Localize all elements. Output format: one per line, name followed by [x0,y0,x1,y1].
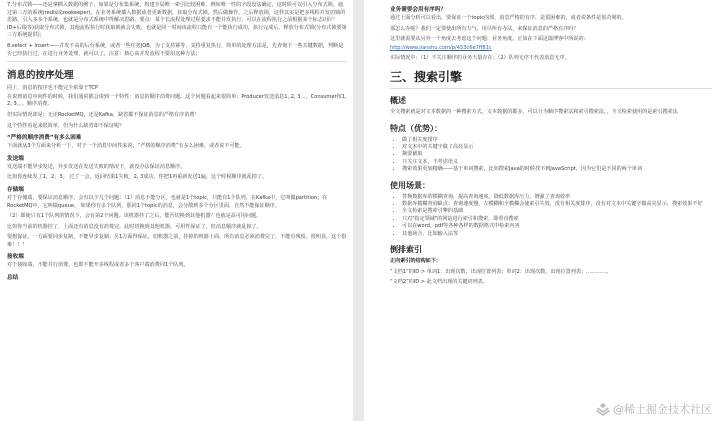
paragraph-doc2: “文档2”的ID > 此文档出现的关键词列表。 [390,279,488,286]
list-item: • 搜索效果更加精确——基于单词搜索，比如搜索Java的时候找不到JavaScript，因为它们是不同的两个单词 [402,166,712,173]
paragraph-tcp-note: 同上，消息的按序也不能完全依靠于TCP [7,85,98,92]
list-item: • 做了相关度排序 [402,137,712,144]
left-document-page [0,0,353,421]
paragraph-doc1: “文档1”的ID > 单词1：出现次数，出现位置列表；单词2：出现次数，出现位置列表；…………。 [390,268,612,275]
list-item: • 替换数据库的模糊查询，提高查询速度，降低数据库压力，增强了查询效率 [402,194,712,201]
list-item: • 摘要截取 [402,151,712,158]
right-document-page [364,0,720,421]
list-item: • 其他场合，比如输入法等 [402,231,712,238]
paragraph-partition: 对于存储端，要保证消息顺序，会有以下几个问题：（1）消息不能分区。也就是1个topic，只能有1个队列。在Kafka中，它叫做partition；在RocketMQ中，它叫做queue。 如果你有多个队列，那同1个topic的消息，会分散到多个分区里面，自然不能保证顺序。 [7,194,328,209]
paragraph-no-parallel: 对于接收端，不能并行消费，也即不能开多线程或者多个客户端消费同1个队列。 [7,262,189,269]
paragraph-analysis: 通过上面分析可以看出，要保证一个topic内部，消息严格的有序，是很困难的，或者说条件是很苛刻的。 [390,15,627,21]
paragraph-no-guarantee: 但实际情况却是：无论RocketMQ，还是Kafka，缺省都不保证消息的严格有序消费！ [7,111,200,118]
watermark [596,401,713,417]
features-list [390,137,712,174]
blog-link[interactable]: http://www.jianshu.com/p/453c6e7ff81c [390,44,492,51]
paragraph-resend-example: 比如你连续发了1，2，3。 过了一会，返回结果1失败，2, 3成功。你把1再重新发送1遍，这个时候顺序就乱掉了。 [7,174,268,181]
list-item: • 全文检索是搜索引擎的基础 [402,208,712,215]
heading-message-order: 消息的按序处理 [7,70,74,82]
paragraph-distributed-lock: 7.分布式锁——还是拿插入数据的例子，如果是分布集系统，构建全局唯一索引比较困难，例如唯一性的字段没法确定，这时候可以引入分布式锁，通过第三方的系统(redis或zookeeper)，在业务系统插入数据或者更新数据，获取分布式锁，然后做操作，之后释放锁，这样其实是把多线程并发的锁的思路，引入多多个系统，也就是分布式系统中得解决思路。要点：某个长流程处理过程要求不能并发执行，可以在流程执行之前根据某个标志(用户ID+后缀等)获取分布式锁，其他流程执行时获取锁就会失败，也就是同一时间该流程只能有一个能执行成功，执行完成后，释放分布式锁(分布式锁要第三方系统提供)； [7,2,347,39]
heading-sender: 发送端 [7,155,24,162]
question-business-order: 业务需要会用有序吗？ [390,7,446,13]
heading-receiver: 接收端 [7,254,24,261]
watermark-text: @稀土掘金技术社区 [613,403,712,416]
heading-features: 特点（优势）： [390,123,442,133]
paragraph-failover: （2）即使只有1个队列的情况下，会有第2个问题。该机器挂了之后，能否切换到其他机器？也就是高可用问题。 [7,213,262,220]
list-item: • 只对"指定领域"的网站进行索引和搜索，即垂直搜索 [402,216,712,223]
heading-search-engine: 三、搜索引擎 [390,68,712,89]
heading-summary: 总结 [7,275,19,282]
blog-link-line [390,45,712,53]
list-item: • 数据库模糊查询缺点：查询速度慢，左模糊和全模糊会使索引失效，没有相关度排序，没有对文本中关键字做高亮显示，搜索效果不好 [402,201,712,208]
paragraph-select-insert: 8.select + insert——并发不高的后台系统，或者一些任务JOB，为了支持幂等，支持重复执行，简单的处理方法是，先查询下一些关键数据，判断是否已经执行过，在进行业务处理，就可以了。注意：核心高并发流程不要用这种方法； [7,42,344,57]
paragraph-business-angle: 这里就需要从另外一个角度去考虑这个问题：业务角度。正如在下面这篇博客中所说的： [390,36,589,43]
juejin-logo-icon [596,402,610,416]
paragraph-fulltext: 全文搜索就是对文本数据的一种搜索方式，文本数据的都多，可以分为顺序搜索法和索引搜索法。，全文检索使用的是索引搜索法 [390,108,678,115]
list-item: • 对文本中的关键字做了高亮显示 [402,144,712,151]
list-item: • 可以在word、pdf等各种各样的数据格式中检索内容 [402,223,712,230]
paragraph-three-aspects: 下面就从3个方面来分析一下，对于一个消息中间件来说，“严格的顺序消费”有多么困难，或者说不可能。 [7,143,245,150]
heading-overview: 概述 [390,95,406,105]
paragraph-order-issue: 在说到消息中间件的时候，我们通常都会谈到一个特性：消息的顺序消费问题。这个问题看起来很简单：Producer发送消息1, 2, 3。。。Consumer按1, 2, 3。。。顺序消费。 [7,93,347,108]
paragraph-machine-down: 比如你当前的机器挂了，上面还有消息没有消费完。此时切换到其他机器，可用性保证了。但消息顺序就乱掉了。 [7,223,262,230]
heading-usage: 使用场景： [390,180,430,190]
list-item: • 只关注文本，不考虑语义 [402,159,712,166]
divider [7,61,347,62]
paragraph-sync-copy: 要想保证，一方面要同步复制，不能异步复制；另1方面得保证，切机器之前，挂掉的机器上面，所有消息必须消费完了，不能有残留。很明显，这个很难！！！ [7,234,347,248]
heading-strict-order: “严格的顺序消费”有多么困难 [7,135,82,142]
heading-inverted-index: 倒排索引 [390,245,422,255]
usage-list [390,194,712,238]
paragraph-what-to-do: 那怎么办呢？我们一定要使出所有力气、用尽所有办法，来保证消息的严格有序吗？ [390,25,579,32]
paragraph-reality: 实际情况中：（1）不关注顺序的业务大量存在；（2）队列无序不代表消息无序。 [390,55,570,62]
paragraph-why: 这个特性看起来很简单，但为什么缺省却不保证呢？ [7,122,125,129]
paragraph-async-send: 发送端不能异步发送，异步发送在发送失败的情况下，就没办法保证消息顺序。 [7,163,186,170]
heading-storage: 存储端 [7,186,24,193]
paragraph-forward-index-title: 正向索引的结构如下： [390,258,441,265]
